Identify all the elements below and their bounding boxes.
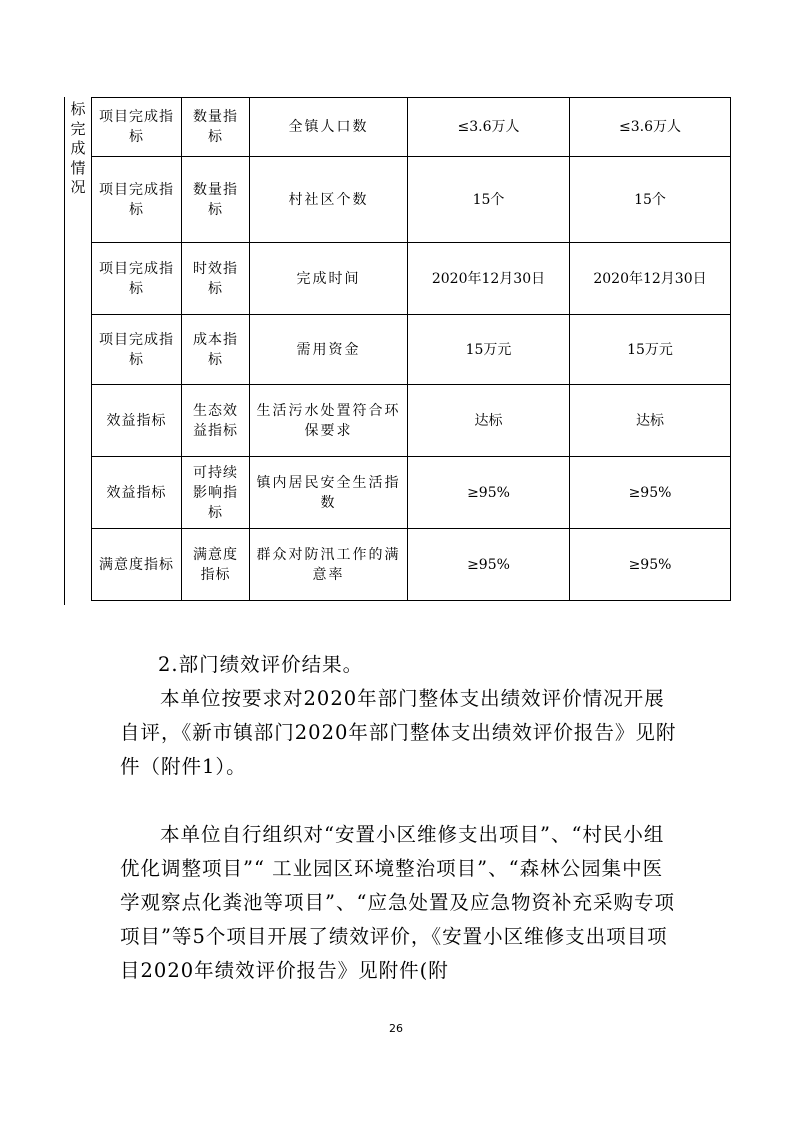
level2-indicator-cell: 项目完成指标 [92, 315, 182, 385]
level3-indicator-cell: 时效指标 [182, 243, 250, 315]
side-label-char: 标 [70, 100, 86, 118]
indicator-name-cell: 镇内居民安全生活指数 [250, 457, 408, 529]
paragraph-text: 本单位按要求对2020年部门整体支出绩效评价情况开展自评，《新市镇部门2020年部门整体支出绩效评价报告》见附件（附件1）。 [120, 687, 677, 778]
side-label-char: 完 [70, 119, 86, 138]
target-value-cell: ≥95% [408, 529, 570, 601]
level3-indicator-cell: 生态效益指标 [182, 385, 250, 457]
table-row [92, 98, 731, 157]
paragraph-text: 本单位自行组织对“安置小区维修支出项目”、“村民小组优化调整项目”“ 工业园区环境整治项目”、“森林公园集中医学观察点化粪池等项目”、“应急处置及应急物资补充采购专项项目”等5个项目开展了绩效评价，《安置小区维修支出项目项目2020年绩效评价报告》见附件(附 [120, 823, 675, 982]
level2-indicator-cell: 项目完成指标 [92, 98, 182, 157]
level2-indicator-cell: 效益指标 [92, 457, 182, 529]
target-value-cell: 15万元 [408, 315, 570, 385]
side-label-char: 成 [70, 139, 86, 157]
table-side-label [64, 97, 90, 605]
body-paragraph [120, 818, 680, 988]
actual-value-cell: 15个 [570, 157, 731, 243]
indicator-name-cell: 群众对防汛工作的满意率 [250, 529, 408, 601]
level3-indicator-cell: 数量指标 [182, 98, 250, 157]
side-label-char: 况 [70, 178, 86, 196]
indicator-name-cell: 需用资金 [250, 315, 408, 385]
target-value-cell: ≤3.6万人 [408, 98, 570, 157]
level2-indicator-cell: 项目完成指标 [92, 243, 182, 315]
target-value-cell: 15个 [408, 157, 570, 243]
actual-value-cell: 15万元 [570, 315, 731, 385]
actual-value-cell: ≤3.6万人 [570, 98, 731, 157]
level3-indicator-cell: 成本指标 [182, 315, 250, 385]
table-row [92, 157, 731, 243]
level3-indicator-cell: 满意度指标 [182, 529, 250, 601]
actual-value-cell: ≥95% [570, 457, 731, 529]
table-row [92, 457, 731, 529]
level2-indicator-cell: 满意度指标 [92, 529, 182, 601]
level2-indicator-cell: 效益指标 [92, 385, 182, 457]
page-number: 26 [389, 1022, 403, 1035]
actual-value-cell: 2020年12月30日 [570, 243, 731, 315]
side-label-char: 情 [70, 158, 86, 177]
section-heading: 2.部门绩效评价结果。 [158, 653, 364, 676]
indicator-name-cell: 生活污水处置符合环保要求 [250, 385, 408, 457]
target-value-cell: 2020年12月30日 [408, 243, 570, 315]
level2-indicator-cell: 项目完成指标 [92, 157, 182, 243]
table-row [92, 243, 731, 315]
actual-value-cell: 达标 [570, 385, 731, 457]
performance-indicator-table [91, 97, 731, 601]
side-label-text [69, 100, 87, 198]
level3-indicator-cell: 数量指标 [182, 157, 250, 243]
indicator-name-cell: 全镇人口数 [250, 98, 408, 157]
indicator-name-cell: 村社区个数 [250, 157, 408, 243]
table-row [92, 529, 731, 601]
target-value-cell: ≥95% [408, 457, 570, 529]
target-value-cell: 达标 [408, 385, 570, 457]
body-paragraph [120, 682, 680, 784]
table-row [92, 315, 731, 385]
table-row [92, 385, 731, 457]
actual-value-cell: ≥95% [570, 529, 731, 601]
indicator-name-cell: 完成时间 [250, 243, 408, 315]
level3-indicator-cell: 可持续影响指标 [182, 457, 250, 529]
